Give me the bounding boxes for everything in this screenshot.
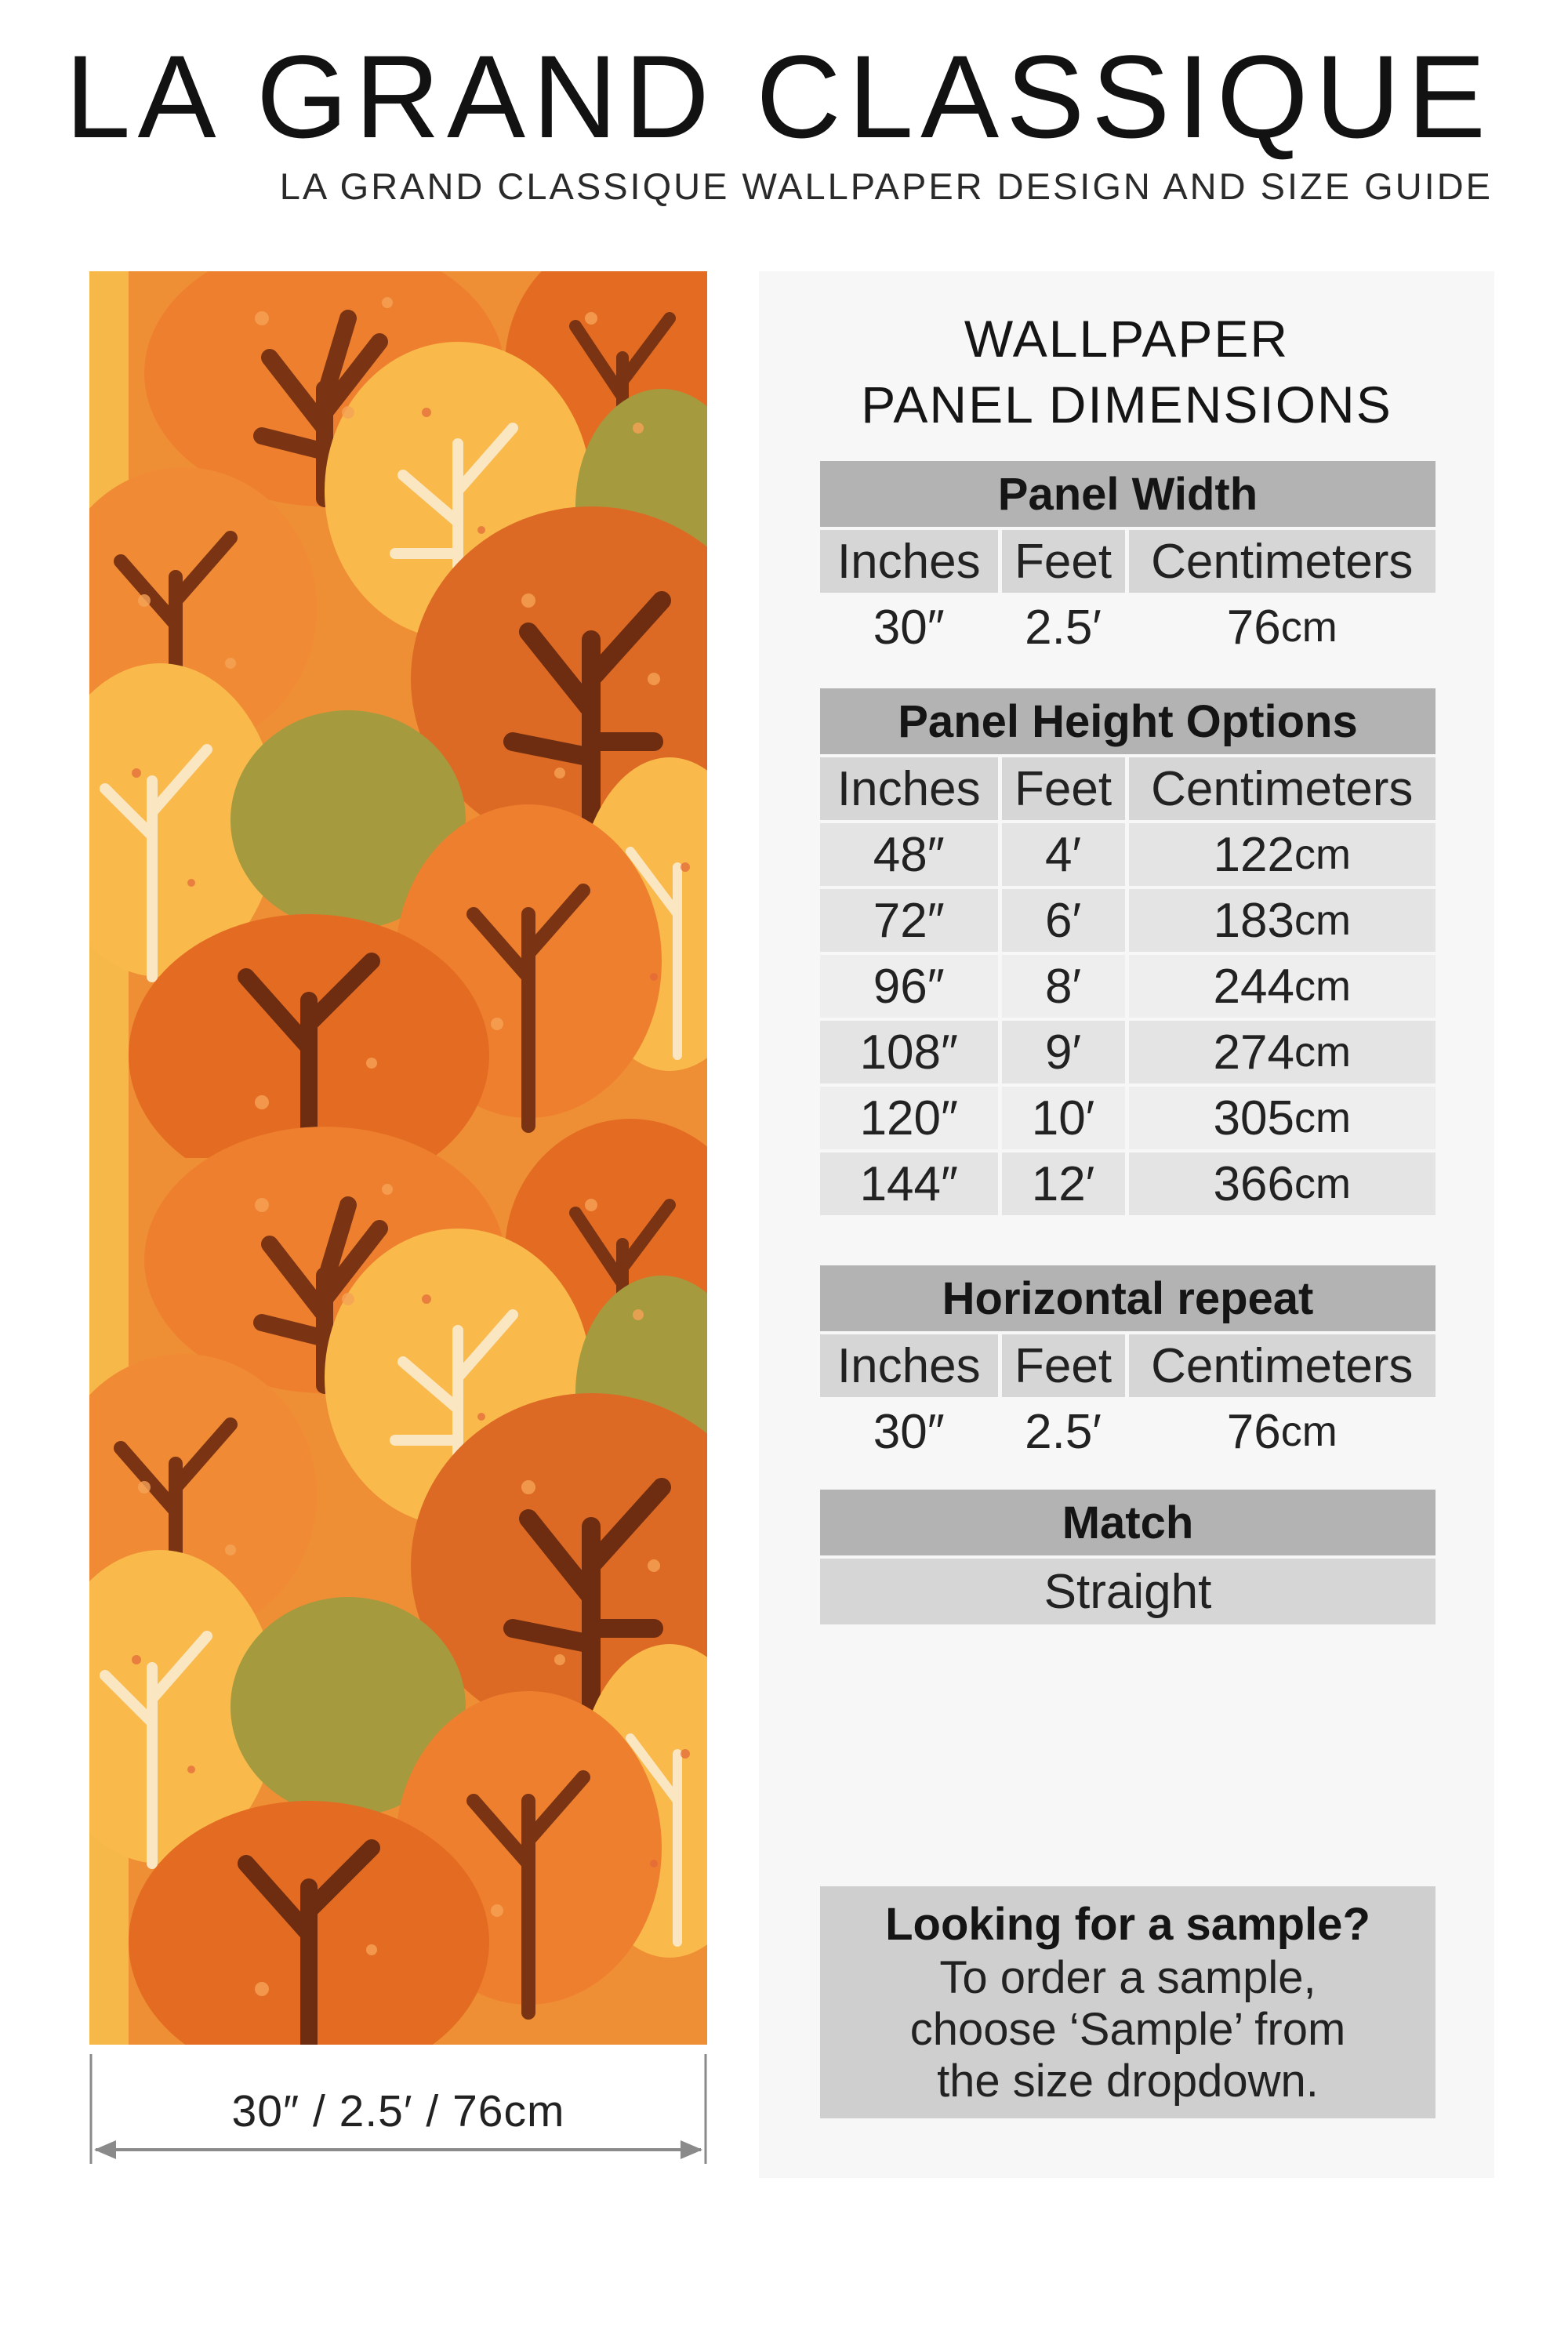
table-row: 96″ 8′ 244 cm (820, 955, 1436, 1018)
section-heading: Horizontal repeat (820, 1265, 1436, 1331)
section-heading: Panel Height Options (820, 688, 1436, 754)
horizontal-repeat-section (820, 1265, 1436, 1463)
sample-text-line: the size dropdown. (937, 2056, 1319, 2107)
brand-title: LA GRAND CLASSIQUE (65, 31, 1493, 162)
sample-title: Looking for a sample? (885, 1899, 1370, 1950)
panel-height-section (820, 688, 1436, 1215)
column-header-row: Inches Feet Centimeters (820, 530, 1436, 593)
dimensions-card (759, 271, 1494, 2178)
column-header-row: Inches Feet Centimeters (820, 1334, 1436, 1397)
table-row: 30″ 2.5′ 76 cm (873, 1404, 1338, 1459)
panel-width-dimension (89, 2054, 707, 2164)
table-row: 30″ 2.5′ 76 cm (873, 600, 1338, 655)
autumn-trees-pattern (89, 271, 707, 2045)
sample-info-box (820, 1886, 1436, 2118)
match-value: Straight (820, 1559, 1436, 1624)
sample-text-line: choose ‘Sample’ from (909, 2004, 1346, 2055)
brand-subtitle: LA GRAND CLASSIQUE WALLPAPER DESIGN AND SIZE GUIDE (279, 165, 1493, 207)
table-row: 48″ 4′ 122 cm (820, 823, 1436, 886)
table-row: 108″ 9′ 274 cm (820, 1021, 1436, 1083)
card-title: WALLPAPER PANEL DIMENSIONS (861, 310, 1392, 434)
section-heading: Panel Width (820, 461, 1436, 527)
table-row: 144″ 12′ 366 cm (820, 1152, 1436, 1215)
section-heading: Match (820, 1490, 1436, 1555)
sample-text-line: To order a sample, (939, 1952, 1316, 2003)
panel-width-label: 30″ / 2.5′ / 76cm (231, 2086, 565, 2136)
wallpaper-pattern-panel (89, 271, 707, 2045)
column-header-row: Inches Feet Centimeters (820, 757, 1436, 820)
panel-width-section (820, 461, 1436, 659)
table-row: 72″ 6′ 183 cm (820, 889, 1436, 952)
table-row: 120″ 10′ 305 cm (820, 1087, 1436, 1149)
match-section (820, 1490, 1436, 1624)
